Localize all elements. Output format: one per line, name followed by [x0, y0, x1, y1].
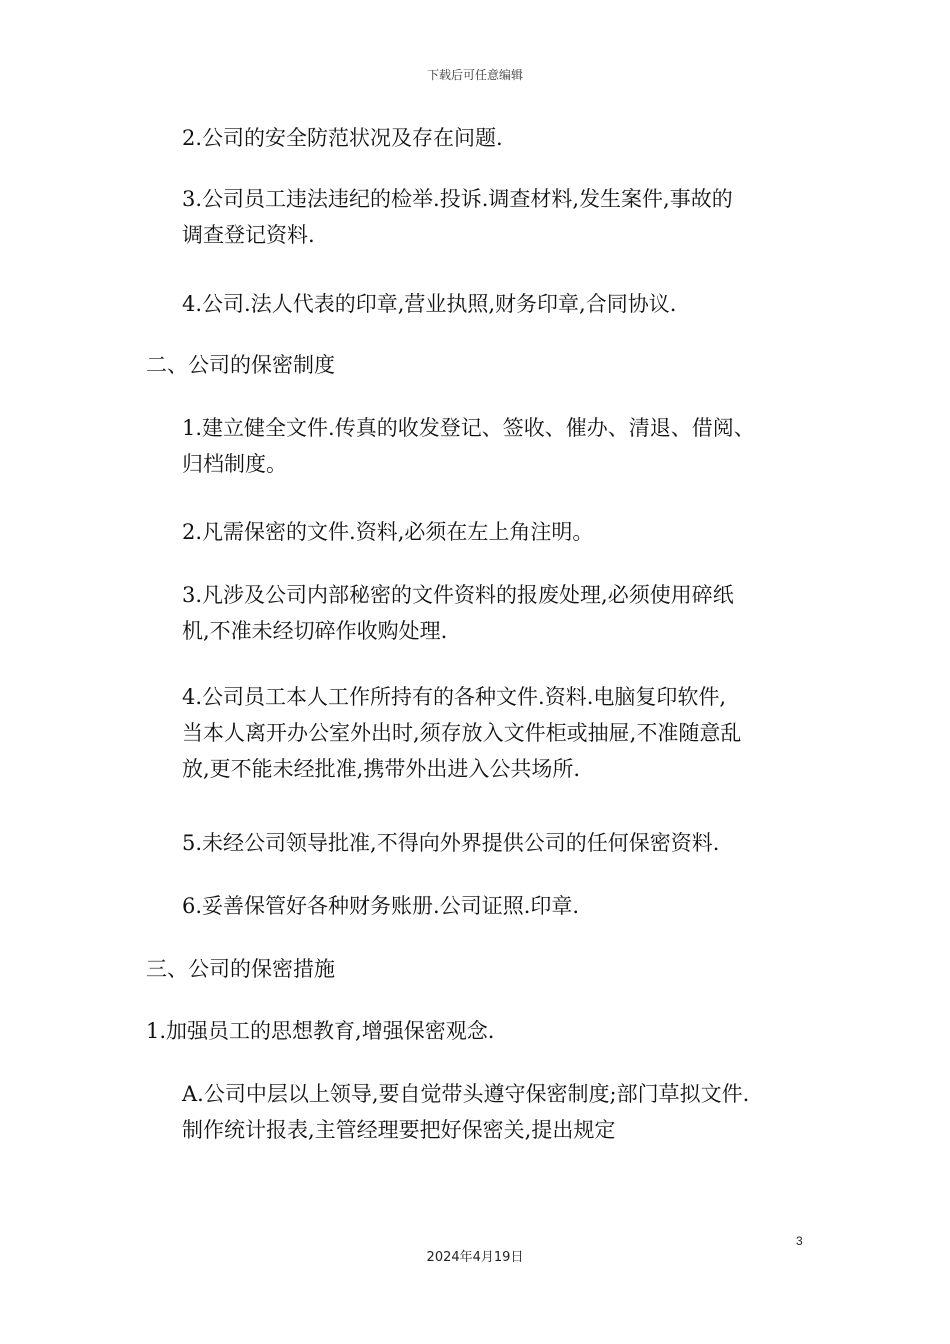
paragraph-line: 5.未经公司领导批准,不得向外界提供公司的任何保密资料. [182, 831, 720, 855]
paragraph-line: 3.公司员工违法违纪的检举.投诉.调查材料,发生案件,事故的 [182, 187, 733, 211]
paragraph-seals-licenses [182, 286, 676, 322]
paragraph-line: 6.妥善保管好各种财务账册.公司证照.印章. [182, 894, 580, 918]
paragraph-line: 2.凡需保密的文件.资料,必须在左上角注明。 [182, 520, 594, 544]
paragraph-violation-reports [182, 181, 733, 253]
paragraph-line: 4.公司员工本人工作所持有的各种文件.资料.电脑复印软件, [182, 685, 727, 709]
paragraph-line: 2.公司的安全防范状况及存在问题. [182, 126, 503, 150]
footer-date: 2024年4月19日 [426, 1250, 524, 1265]
paragraph-line: 3.凡涉及公司内部秘密的文件资料的报废处理,必须使用碎纸 [182, 583, 734, 607]
page-header: 下载后可任意编辑 [426, 68, 523, 82]
paragraph-confidential-marking [182, 514, 593, 550]
paragraph-line: 1.建立健全文件.传真的收发登记、签收、催办、清退、借阅、 [182, 416, 755, 440]
section-heading-confidentiality-system [146, 347, 335, 383]
paragraph-education [146, 1013, 494, 1049]
paragraph-line: 制作统计报表,主管经理要把好保密关,提出规定 [182, 1118, 616, 1142]
section-heading-confidentiality-measures [146, 951, 335, 987]
paragraph-line: 放,更不能未经批准,携带外出进入公共场所. [182, 757, 581, 781]
paragraph-security-status [182, 120, 503, 156]
paragraph-no-disclosure [182, 825, 719, 861]
paragraph-shredding [182, 577, 734, 649]
paragraph-document-custody [182, 679, 741, 787]
paragraph-line: 机,不准未经切碎作收购处理. [182, 619, 448, 643]
heading-text: 三、公司的保密措施 [146, 957, 335, 981]
paragraph-line: A.公司中层以上领导,要自觉带头遵守保密制度;部门草拟文件. [182, 1082, 750, 1106]
paragraph-document-registration [182, 410, 755, 482]
paragraph-line: 当本人离开办公室外出时,须存放入文件柜或抽屉,不准随意乱 [182, 721, 742, 745]
paragraph-line: 归档制度。 [182, 452, 287, 476]
paragraph-line: 1.加强员工的思想教育,增强保密观念. [146, 1019, 495, 1043]
paragraph-safekeeping [182, 888, 579, 924]
page-number: 3 [796, 1234, 803, 1248]
paragraph-line: 4.公司.法人代表的印章,营业执照,财务印章,合同协议. [182, 292, 677, 316]
paragraph-line: 调查登记资料. [182, 223, 315, 247]
heading-text: 二、公司的保密制度 [146, 353, 335, 377]
paragraph-leadership [182, 1076, 749, 1148]
